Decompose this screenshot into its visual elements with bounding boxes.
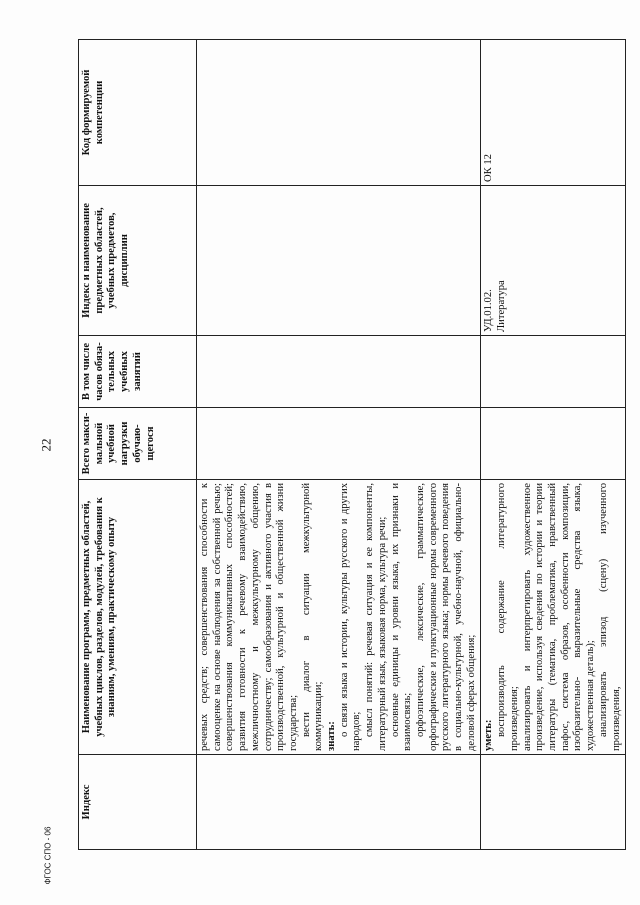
cell-mandatory-hours bbox=[481, 336, 626, 408]
header-subject-index: Индекс и наименование предметных областей, учебных предметов, дисциплин bbox=[79, 186, 197, 336]
cell-index bbox=[197, 755, 481, 850]
header-competence-code: Код формируемой компетенции bbox=[79, 40, 197, 186]
header-name: Наименование программ, предметных областей, учебных циклов, разделов, модулей, требования к знаниям, умениям, практическому опыту bbox=[79, 480, 197, 755]
cell-max-load bbox=[197, 408, 481, 480]
cell-subject-index bbox=[481, 186, 626, 336]
text-line: орфоэпические, лексические, грамматические, орфографические и пунктуационные нормы современного русского литературного языка; нормы речевого поведения в социально-культурной, учебно-научной, официально-деловой сферах общения; bbox=[414, 483, 477, 751]
cell-competence-code bbox=[481, 40, 626, 186]
cell-index bbox=[481, 755, 626, 850]
text-line-heading: уметь: bbox=[483, 719, 495, 751]
cell-mandatory-hours bbox=[197, 336, 481, 408]
text-line: воспроизводить содержание литературного произведения; bbox=[496, 483, 520, 751]
rotated-table-wrapper bbox=[78, 40, 622, 850]
page-number: 22 bbox=[38, 438, 54, 452]
header-max-load: Всего макси-мальной учебной нагрузки обучаю-щегося bbox=[79, 408, 197, 480]
text-line: вести диалог в ситуации межкультурной коммуникации; bbox=[300, 483, 325, 751]
cell-max-load bbox=[481, 408, 626, 480]
rotated-table-canvas bbox=[78, 40, 622, 850]
footer-standard-code: ФГОС СПО - 06 bbox=[43, 826, 53, 885]
text-line: основные единицы и уровни языка, их признаки и взаимосвязь; bbox=[389, 483, 414, 751]
competence-code: ОК 12 bbox=[483, 154, 495, 182]
cell-content bbox=[481, 480, 626, 755]
header-row bbox=[79, 40, 197, 850]
table-row bbox=[197, 40, 481, 850]
table-row bbox=[481, 40, 626, 850]
cell-competence-code bbox=[197, 40, 481, 186]
text-line: о связи языка и истории, культуры русского и других народов; bbox=[338, 483, 363, 751]
cell-subject-index bbox=[197, 186, 481, 336]
subject-code: УД.01.02. bbox=[483, 289, 495, 332]
text-line-heading: знать: bbox=[326, 721, 338, 751]
text-line: речевых средств; совершенствования способности к самооценке на основе наблюдения за собственной речью; совершенствования коммуникативных способностей; развития готовности к речевому взаимодействию, межличностному и межкультурному общению, сотрудничеству; самообразования и активного участия в производственной, культурной и общественной жизни государства; bbox=[199, 483, 299, 751]
header-index: Индекс bbox=[79, 755, 197, 850]
text-line: смысл понятий: речевая ситуация и ее компоненты, литературный язык, языковая норма, культура речи; bbox=[364, 483, 388, 751]
cell-content bbox=[197, 480, 481, 755]
curriculum-table bbox=[78, 39, 626, 850]
text-line: анализировать эпизод (сцену) изученного произведения, bbox=[597, 483, 622, 751]
header-mandatory-hours: В том числе часов обяза-тельных учебных занятий bbox=[79, 336, 197, 408]
subject-name: Литература bbox=[496, 280, 508, 332]
text-line: анализировать и интерпретировать художественное произведение, используя сведения по истории и теории литературы (тематика, проблематика, нравственный пафос, система образов, особенности композиции, изобразительно- выразительные средства языка, художественная деталь); bbox=[521, 483, 597, 751]
